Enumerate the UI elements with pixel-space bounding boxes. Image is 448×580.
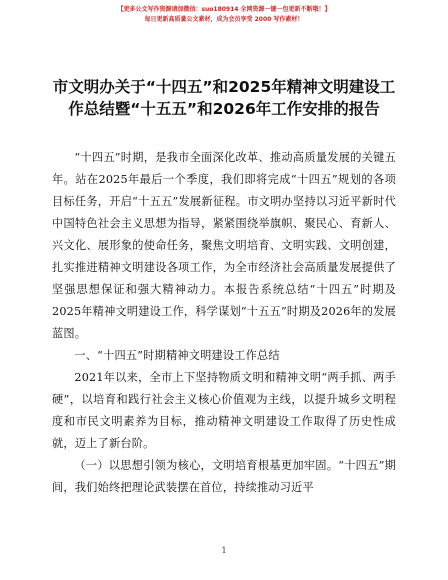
document-title: 市文明办关于“十四五”和2025年精神文明建设工作总结暨“十五五”和2026年工作安排的报告	[52, 78, 396, 118]
banner-line-1: 【更多公文写作资源请加微信：suo180914 全网资源一键一包更新不断哦！】	[117, 6, 331, 13]
document-body	[52, 147, 396, 499]
section-paragraph-2: （一）以思想引领为核心，文明培育根基更加牢固。“十四五”期间，我们始终把理论武装摆在首位，持续推动习近平	[52, 459, 396, 494]
page-number: 1	[221, 546, 227, 555]
intro-paragraph: “十四五”时期，是我市全面深化改革、推动高质量发展的关键五年。站在2025年最后一个季度，我们即将完成“十四五”规划的各项目标任务，开启“十五五”发展新征程。市文明办坚持以习近平新时代中国特色社会主义思想为指导，紧紧围绕举旗帜、聚民心、育新人、兴文化、展形象的使命任务，聚焦文明培育、文明实践、文明创建，扎实推进精神文明建设各项工作，为全市经济社会高质量发展提供了坚强思想保证和强大精神动力。本报告系统总结“十四五”时期及2025年精神文明建设工作，科学谋划“十五五”时期及2026年的发展蓝图。	[52, 151, 396, 340]
banner-line-2: 每日更新高质量公文素材，成为会员享受 2000 写作素材！	[144, 16, 304, 23]
section-paragraph-1: 2021年以来，全市上下坚持物质文明和精神文明“两手抓、两手硬”，以培育和践行社会主义核心价值观为主线，以提升城乡文明程度和市民文明素养为目标，推动精神文明建设工作取得了历史性成就，迈上了新台阶。	[52, 371, 396, 450]
section-heading: 一、“十四五”时期精神文明建设工作总结	[74, 349, 280, 362]
resource-banner	[0, 5, 448, 25]
